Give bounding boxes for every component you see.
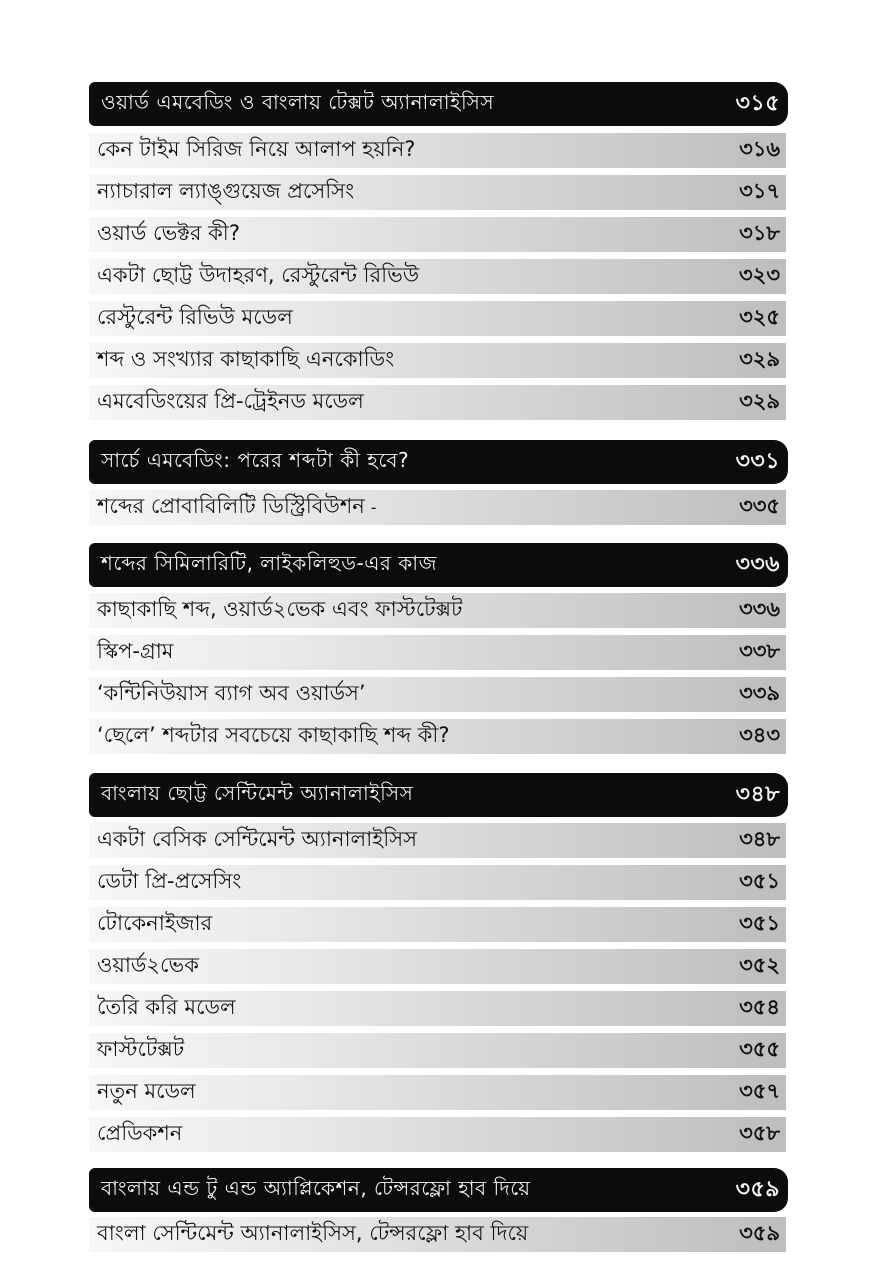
chapter-page-number: ৩১৫ xyxy=(735,90,780,116)
entry-title: একটা ছোট্ট উদাহরণ, রেস্টুরেন্ট রিভিউ xyxy=(97,263,420,287)
entry-page-number: ৩৫৯ xyxy=(739,1221,780,1245)
entry-title: শব্দের প্রোবাবিলিটি ডিস্ট্রিবিউশন xyxy=(97,494,365,518)
entry-page-number: ৩১৬ xyxy=(739,137,780,161)
chapter-title: বাংলায় ছোট্ট সেন্টিমেন্ট অ্যানালাইসিস xyxy=(101,780,414,805)
chapter-page-number: ৩৩৬ xyxy=(735,551,780,577)
toc-entry[interactable] xyxy=(89,635,786,670)
chapter-title: বাংলায় এন্ড টু এন্ড অ্যাপ্লিকেশন, টেন্সরফ্লো হাব দিয়ে xyxy=(101,1175,531,1200)
entry-title: একটা বেসিক সেন্টিমেন্ট অ্যানালাইসিস xyxy=(97,827,417,851)
toc-entry[interactable] xyxy=(89,217,786,252)
chapter-page-number: ৩৫৯ xyxy=(735,1176,780,1202)
entry-title: ন্যাচারাল ল্যাঙ্গুয়েজ প্রসেসিং xyxy=(97,179,355,203)
entry-page-number: ৩৩৯ xyxy=(739,681,780,705)
entry-page-number: ৩৫৪ xyxy=(739,995,780,1019)
toc-entry[interactable] xyxy=(89,719,786,754)
chapter-title: শব্দের সিমিলারিটি, লাইকলিহুড-এর কাজ xyxy=(101,550,437,575)
entry-title: ‘ছেলে’ শব্দটার সবচেয়ে কাছাকাছি শব্দ কী? xyxy=(97,723,450,747)
entry-page-number: ৩৩৬ xyxy=(739,597,780,621)
entry-title: স্কিপ-গ্রাম xyxy=(97,639,174,663)
entry-page-number: ৩৪৮ xyxy=(739,827,780,851)
chapter-page-number: ৩৩১ xyxy=(735,448,780,474)
toc-entry[interactable] xyxy=(89,385,786,420)
chapter-title: সার্চে এমবেডিং: পরের শব্দটা কী হবে? xyxy=(101,447,410,472)
chapter-title: ওয়ার্ড এমবেডিং ও বাংলায় টেক্সট অ্যানালাইসিস xyxy=(101,89,495,114)
entry-title: তৈরি করি মডেল xyxy=(97,995,236,1019)
entry-page-number: ৩২৯ xyxy=(739,389,780,413)
toc-entry[interactable] xyxy=(89,259,786,294)
entry-title: ফাস্টটেক্সট xyxy=(97,1037,185,1061)
toc-entry[interactable] xyxy=(89,301,786,336)
toc-entry[interactable] xyxy=(89,175,786,210)
toc-entry[interactable] xyxy=(89,823,786,858)
toc-entry[interactable] xyxy=(89,1117,786,1152)
toc-entry[interactable] xyxy=(89,133,786,168)
entry-page-number: ৩৫৫ xyxy=(739,1037,780,1061)
toc-entry[interactable] xyxy=(89,991,786,1026)
entry-title: কেন টাইম সিরিজ নিয়ে আলাপ হয়নি? xyxy=(97,137,416,161)
chapter-page-number: ৩৪৮ xyxy=(735,781,780,807)
toc-entry[interactable] xyxy=(89,343,786,378)
entry-page-number: ৩৫৭ xyxy=(739,1079,780,1103)
entry-title: কাছাকাছি শব্দ, ওয়ার্ড২ভেক এবং ফাস্টটেক্সট xyxy=(97,597,463,621)
toc-entry[interactable] xyxy=(89,907,786,942)
entry-title: টোকেনাইজার xyxy=(97,911,213,935)
entry-page-number: ৩২৯ xyxy=(739,347,780,371)
entry-title: ‘কন্টিনিউয়াস ব্যাগ অব ওয়ার্ডস’ xyxy=(97,681,366,705)
chapter-heading[interactable] xyxy=(89,543,788,587)
toc-entry[interactable] xyxy=(89,949,786,984)
chapter-heading[interactable] xyxy=(89,82,788,126)
chapter-heading[interactable] xyxy=(89,773,788,817)
entry-page-number: ৩৪৩ xyxy=(739,723,780,747)
entry-title: প্রেডিকশন xyxy=(97,1121,183,1145)
toc-entry[interactable] xyxy=(89,1033,786,1068)
toc-entry[interactable] xyxy=(89,1217,786,1252)
toc-entry[interactable] xyxy=(89,1075,786,1110)
toc-entry[interactable] xyxy=(89,593,786,628)
entry-page-number: ৩৫৮ xyxy=(739,1121,780,1145)
toc-entry[interactable] xyxy=(89,490,786,525)
entry-page-number: ৩১৮ xyxy=(739,221,780,245)
entry-page-number: ৩২৩ xyxy=(739,263,780,287)
entry-title: ডেটা প্রি-প্রসেসিং xyxy=(97,869,242,893)
entry-title-wrap xyxy=(97,490,377,525)
entry-page-number: ৩৫১ xyxy=(739,869,780,893)
toc-entry[interactable] xyxy=(89,865,786,900)
entry-page-number: ৩৫১ xyxy=(739,911,780,935)
toc-entry[interactable] xyxy=(89,677,786,712)
entry-page-number: ৩৩৮ xyxy=(739,639,780,663)
entry-title: ওয়ার্ড২ভেক xyxy=(97,953,199,977)
entry-title: শব্দ ও সংখ্যার কাছাকাছি এনকোডিং xyxy=(97,347,395,371)
entry-dash: - xyxy=(370,498,377,517)
entry-page-number: ৩২৫ xyxy=(739,305,780,329)
entry-title: এমবেডিংয়ের প্রি-ট্রেইনড মডেল xyxy=(97,389,364,413)
chapter-heading[interactable] xyxy=(89,440,788,484)
entry-title: রেস্টুরেন্ট রিভিউ মডেল xyxy=(97,305,293,329)
entry-page-number: ৩৩৫ xyxy=(739,494,780,518)
chapter-heading[interactable] xyxy=(89,1168,788,1212)
entry-title: ওয়ার্ড ভেক্টর কী? xyxy=(97,221,240,245)
entry-title: বাংলা সেন্টিমেন্ট অ্যানালাইসিস, টেন্সরফ্লো হাব দিয়ে xyxy=(97,1221,529,1245)
entry-title: নতুন মডেল xyxy=(97,1079,196,1103)
entry-page-number: ৩৫২ xyxy=(739,953,780,977)
entry-page-number: ৩১৭ xyxy=(739,179,780,203)
